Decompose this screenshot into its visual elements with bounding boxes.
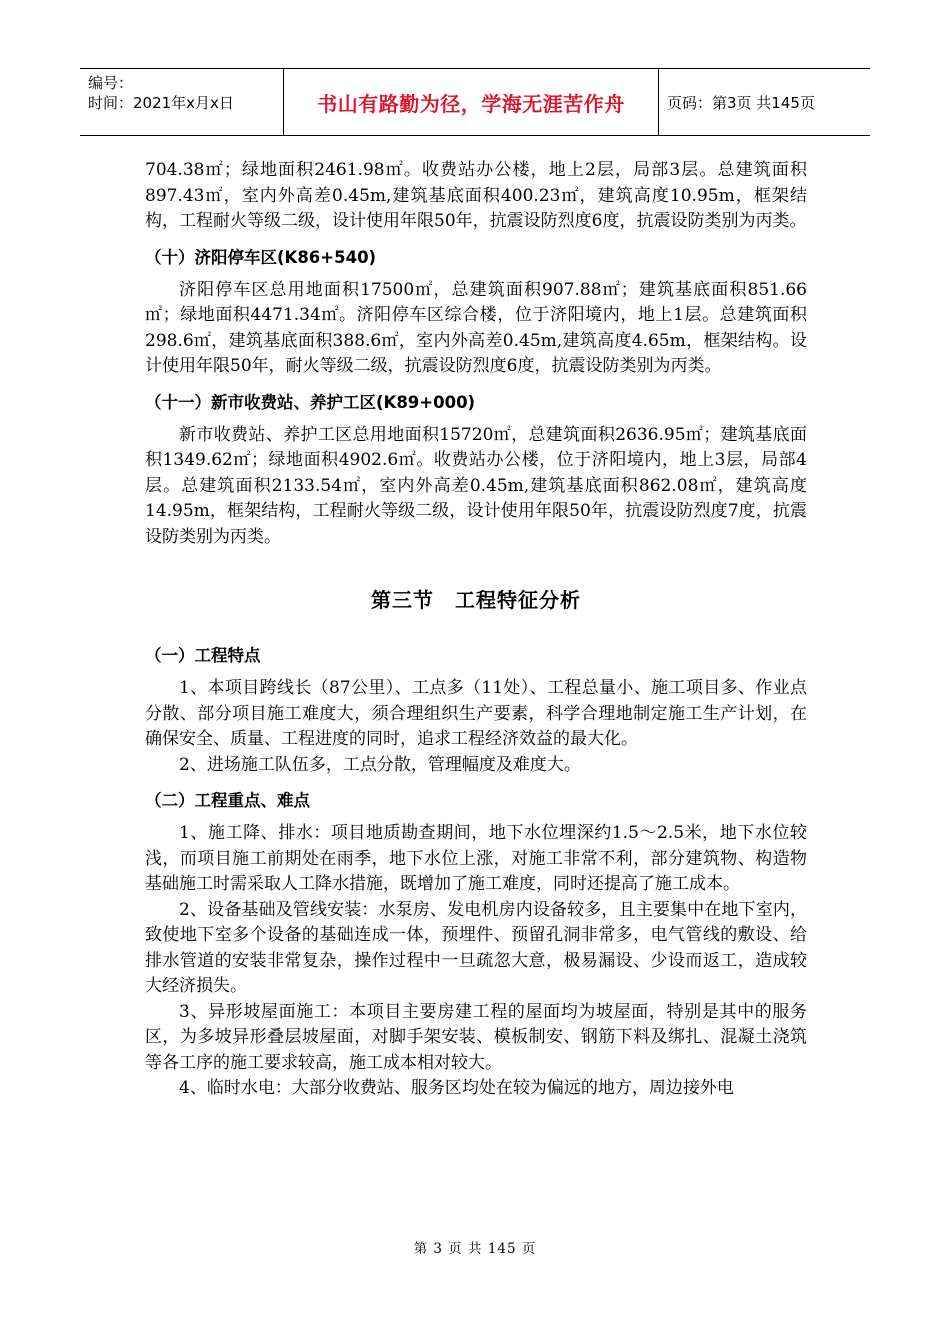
document-date: 时间：2021年x月x日 bbox=[88, 94, 234, 112]
header-page-info: 页码：第3页 共145页 bbox=[667, 93, 815, 112]
paragraph-continued: 704.38㎡；绿地面积2461.98㎡。收费站办公楼，地上2层，局部3层。总建筑面积897.43㎡，室内外高差0.45m,建筑基底面积400.23㎡，建筑高度10.95m，框架结构，工程耐火等级二级，设计使用年限50年，抗震设防烈度6度，抗震设防类别为丙类。 bbox=[145, 160, 807, 231]
paragraph-difficulty-2: 2、设备基础及管线安装：水泵房、发电机房内设备较多，且主要集中在地下室内，致使地下室多个设备的基础连成一体，预埋件、预留孔洞非常多，电气管线的敷设、给排水管道的安装非常复杂，操作过程中一旦疏忽大意，极易漏设、少设而返工，造成较大经济损失。 bbox=[145, 899, 807, 996]
section-title: 第三节 工程特征分析 bbox=[371, 588, 581, 612]
document-body bbox=[145, 158, 807, 1102]
header-motto: 书山有路勤为径，学海无涯苦作舟 bbox=[283, 69, 659, 135]
paragraph-difficulty-3: 3、异形坡屋面施工：本项目主要房建工程的屋面均为坡屋面，特别是其中的服务区，为多坡异形叠层坡屋面，对脚手架安装、模板制安、钢筋下料及绑扎、混凝土浇筑等各工序的施工要求较高，施工成本相对较大。 bbox=[145, 1001, 807, 1073]
paragraph-jiyang-parking: 济阳停车区总用地面积17500㎡，总建筑面积907.88㎡；建筑基底面积851.66㎡；绿地面积4471.34㎡。济阳停车区综合楼，位于济阳境内，地上1层。总建筑面积298.6㎡，建筑基底面积388.6㎡，室内外高差0.45m,建筑高度4.65m，框架结构。设计使用年限50年，耐火等级二级，抗震设防烈度6度，抗震设防类别为丙类。 bbox=[145, 279, 807, 376]
subheading-key-difficulties: （二）工程重点、难点 bbox=[145, 791, 310, 810]
subheading-jiyang-parking: （十）济阳停车区(K86+540) bbox=[145, 247, 377, 267]
paragraph-difficulty-4: 4、临时水电：大部分收费站、服务区均处在较为偏远的地方，周边接外电 bbox=[179, 1078, 734, 1098]
paragraph-difficulty-1: 1、施工降、排水：项目地质勘查期间，地下水位埋深约1.5～2.5米，地下水位较浅，而项目施工前期处在雨季，地下水位上涨，对施工非常不利，部分建筑物、构造物基础施工时需采取人工降水措施，既增加了施工难度，同时还提高了施工成本。 bbox=[145, 823, 807, 894]
subheading-project-features: （一）工程特点 bbox=[145, 646, 261, 665]
page-header bbox=[80, 68, 870, 136]
paragraph-feature-1: 1、本项目跨线长（87公里）、工点多（11处）、工程总量小、施工项目多、作业点分散、部分项目施工难度大，须合理组织生产要素，科学合理地制定施工生产计划，在确保安全、质量、工程进度的同时，追求工程经济效益的最大化。 bbox=[145, 678, 807, 749]
paragraph-xinshi-toll: 新市收费站、养护工区总用地面积15720㎡，总建筑面积2636.95㎡；建筑基底面积1349.62㎡；绿地面积4902.6㎡。收费站办公楼，位于济阳境内，地上3层，局部4层。总建筑面积2133.54㎡，室内外高差0.45m,建筑基底面积862.08㎡，建筑高度14.95m，框架结构，工程耐火等级二级，设计使用年限50年，抗震设防烈度7度，抗震设防类别为丙类。 bbox=[145, 424, 807, 547]
paragraph-feature-2: 2、进场施工队伍多，工点分散，管理幅度及难度大。 bbox=[179, 754, 581, 775]
header-meta bbox=[80, 69, 283, 135]
subheading-xinshi-toll: （十一）新市收费站、养护工区(K89+000) bbox=[145, 392, 476, 412]
page-footer: 第 3 页 共 145 页 bbox=[413, 1241, 537, 1257]
document-number-label: 编号： bbox=[88, 74, 134, 92]
